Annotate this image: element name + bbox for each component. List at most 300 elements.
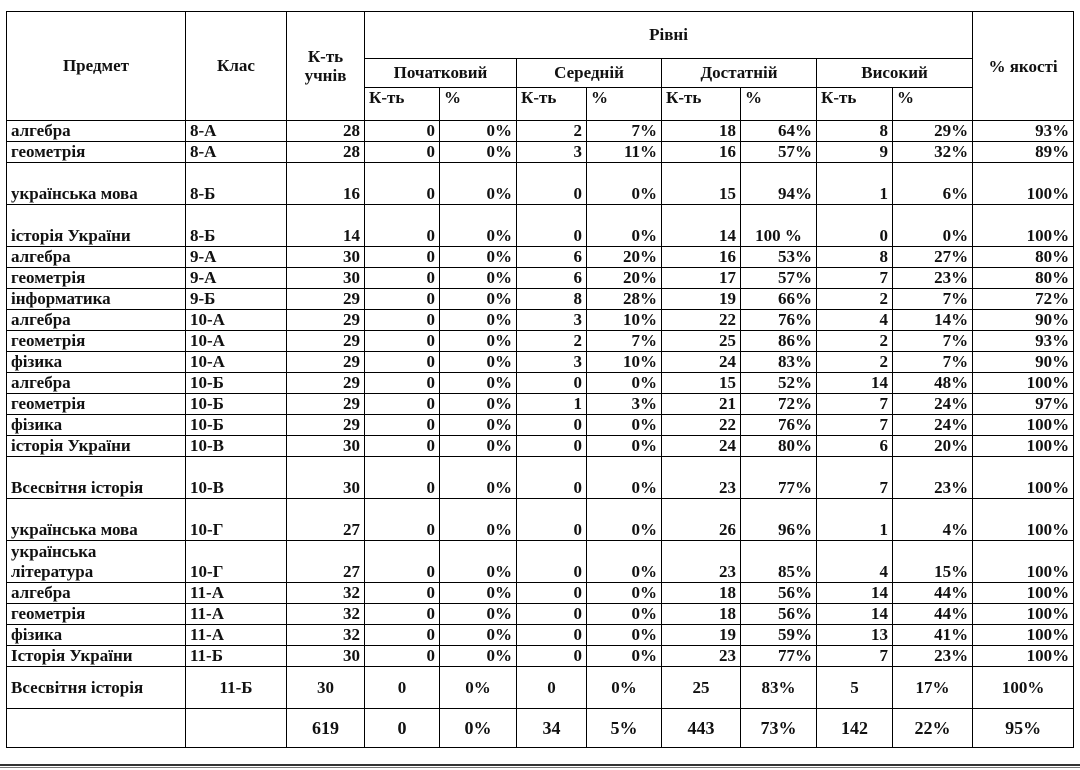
cell-initial-count: 0 (365, 121, 440, 142)
cell-initial-count: 0 (365, 604, 440, 625)
cell-medium-count: 0 (517, 499, 587, 541)
cell-medium-count: 2 (517, 121, 587, 142)
cell-initial-pct: 0% (440, 268, 517, 289)
cell-sufficient-count: 25 (662, 331, 741, 352)
cell-initial-count: 0 (365, 289, 440, 310)
cell-count: 29 (287, 310, 365, 331)
cell-medium-pct: 0% (587, 457, 662, 499)
cell-initial-count: 0 (365, 163, 440, 205)
cell-high-pct: 14% (893, 310, 973, 331)
cell-high-pct: 29% (893, 121, 973, 142)
cell-subject: фізика (7, 625, 186, 646)
table-row (7, 163, 1074, 205)
cell-count: 30 (287, 457, 365, 499)
table-body (7, 121, 1074, 709)
cell-class: 11-А (186, 604, 287, 625)
cell-initial-pct: 0% (440, 373, 517, 394)
totals-class (186, 709, 287, 748)
cell-initial-pct: 0% (440, 583, 517, 604)
cell-sufficient-count: 19 (662, 625, 741, 646)
cell-initial-count: 0 (365, 415, 440, 436)
cell-medium-count: 6 (517, 268, 587, 289)
cell-count: 29 (287, 331, 365, 352)
cell-medium-pct: 0% (587, 604, 662, 625)
cell-high-count: 1 (817, 163, 893, 205)
cell-sufficient-pct: 83% (741, 352, 817, 373)
cell-sufficient-pct: 72% (741, 394, 817, 415)
cell-class: 11-Б (186, 667, 287, 709)
cell-medium-count: 8 (517, 289, 587, 310)
cell-quality: 100% (973, 541, 1074, 583)
cell-sufficient-count: 15 (662, 163, 741, 205)
cell-initial-count: 0 (365, 499, 440, 541)
cell-medium-count: 6 (517, 247, 587, 268)
cell-quality: 100% (973, 499, 1074, 541)
header-level-sufficient: Достатній (662, 59, 817, 88)
cell-high-count: 1 (817, 499, 893, 541)
cell-initial-pct: 0% (440, 415, 517, 436)
cell-medium-pct: 10% (587, 310, 662, 331)
cell-subject: українська мова (7, 163, 186, 205)
cell-high-pct: 4% (893, 499, 973, 541)
cell-subject: інформатика (7, 289, 186, 310)
page-divider-thin (0, 767, 1080, 768)
cell-sufficient-count: 24 (662, 352, 741, 373)
cell-medium-pct: 7% (587, 121, 662, 142)
cell-sufficient-pct: 86% (741, 331, 817, 352)
cell-initial-count: 0 (365, 373, 440, 394)
cell-sufficient-count: 17 (662, 268, 741, 289)
cell-subject: Історія України (7, 646, 186, 667)
cell-medium-pct: 0% (587, 625, 662, 646)
header-sub-count: К-ть (517, 88, 587, 121)
header-quality: % якості (973, 12, 1074, 121)
cell-sufficient-pct: 83% (741, 667, 817, 709)
cell-medium-count: 0 (517, 415, 587, 436)
cell-quality: 100% (973, 646, 1074, 667)
cell-initial-count: 0 (365, 331, 440, 352)
cell-high-pct: 32% (893, 142, 973, 163)
cell-subject: геометрія (7, 142, 186, 163)
cell-class: 9-Б (186, 289, 287, 310)
cell-quality: 89% (973, 142, 1074, 163)
results-table-wrapper (6, 11, 1074, 748)
cell-sufficient-count: 16 (662, 247, 741, 268)
cell-sufficient-pct: 56% (741, 583, 817, 604)
cell-sufficient-count: 25 (662, 667, 741, 709)
cell-initial-count: 0 (365, 352, 440, 373)
cell-class: 8-Б (186, 163, 287, 205)
cell-quality: 100% (973, 457, 1074, 499)
cell-quality: 80% (973, 268, 1074, 289)
cell-subject: геометрія (7, 268, 186, 289)
cell-high-count: 6 (817, 436, 893, 457)
cell-high-count: 2 (817, 331, 893, 352)
totals-initial-count: 0 (365, 709, 440, 748)
cell-initial-pct: 0% (440, 163, 517, 205)
cell-count: 32 (287, 625, 365, 646)
cell-sufficient-count: 18 (662, 121, 741, 142)
header-sub-pct: % (587, 88, 662, 121)
page-divider (0, 764, 1080, 766)
cell-sufficient-count: 23 (662, 457, 741, 499)
cell-subject: фізика (7, 352, 186, 373)
cell-initial-pct: 0% (440, 499, 517, 541)
cell-medium-pct: 11% (587, 142, 662, 163)
cell-high-pct: 7% (893, 352, 973, 373)
table-row (7, 436, 1074, 457)
cell-high-count: 7 (817, 646, 893, 667)
cell-medium-count: 1 (517, 394, 587, 415)
totals-subject (7, 709, 186, 748)
cell-sufficient-pct: 76% (741, 310, 817, 331)
cell-initial-count: 0 (365, 436, 440, 457)
cell-subject: фізика (7, 415, 186, 436)
cell-high-count: 14 (817, 583, 893, 604)
cell-class: 10-В (186, 457, 287, 499)
cell-high-pct: 24% (893, 415, 973, 436)
cell-sufficient-pct: 66% (741, 289, 817, 310)
cell-initial-pct: 0% (440, 646, 517, 667)
cell-initial-pct: 0% (440, 310, 517, 331)
cell-high-count: 9 (817, 142, 893, 163)
cell-sufficient-pct: 80% (741, 436, 817, 457)
cell-quality: 100% (973, 604, 1074, 625)
cell-medium-pct: 0% (587, 436, 662, 457)
table-row (7, 205, 1074, 247)
cell-count: 28 (287, 142, 365, 163)
cell-initial-count: 0 (365, 583, 440, 604)
cell-initial-pct: 0% (440, 667, 517, 709)
table-row (7, 331, 1074, 352)
cell-initial-pct: 0% (440, 247, 517, 268)
cell-subject: українська мова (7, 499, 186, 541)
cell-medium-count: 0 (517, 163, 587, 205)
header-sub-count: К-ть (662, 88, 741, 121)
cell-high-count: 2 (817, 289, 893, 310)
cell-sufficient-count: 19 (662, 289, 741, 310)
cell-sufficient-pct: 56% (741, 604, 817, 625)
cell-medium-pct: 0% (587, 541, 662, 583)
table-header (7, 12, 1074, 121)
cell-high-count: 5 (817, 667, 893, 709)
cell-initial-pct: 0% (440, 394, 517, 415)
cell-subject: Всесвітня історія (7, 457, 186, 499)
cell-class: 10-Б (186, 373, 287, 394)
cell-high-count: 7 (817, 394, 893, 415)
cell-sufficient-count: 21 (662, 394, 741, 415)
cell-high-pct: 17% (893, 667, 973, 709)
cell-quality: 90% (973, 310, 1074, 331)
cell-sufficient-count: 16 (662, 142, 741, 163)
totals-sufficient-pct: 73% (741, 709, 817, 748)
header-class: Клас (186, 12, 287, 121)
table-row (7, 499, 1074, 541)
totals-quality: 95% (973, 709, 1074, 748)
cell-high-count: 7 (817, 415, 893, 436)
cell-initial-count: 0 (365, 268, 440, 289)
table-row (7, 583, 1074, 604)
table-row (7, 667, 1074, 709)
header-level-high: Високий (817, 59, 973, 88)
cell-sufficient-pct: 94% (741, 163, 817, 205)
table-row (7, 457, 1074, 499)
cell-quality: 93% (973, 331, 1074, 352)
table-row (7, 142, 1074, 163)
cell-count: 32 (287, 604, 365, 625)
cell-count: 29 (287, 394, 365, 415)
cell-subject: геометрія (7, 394, 186, 415)
table-row (7, 604, 1074, 625)
table-row (7, 247, 1074, 268)
cell-high-pct: 15% (893, 541, 973, 583)
cell-quality: 93% (973, 121, 1074, 142)
table-row (7, 373, 1074, 394)
cell-sufficient-pct: 64% (741, 121, 817, 142)
table-row (7, 289, 1074, 310)
cell-medium-count: 0 (517, 604, 587, 625)
cell-class: 9-А (186, 247, 287, 268)
cell-medium-count: 3 (517, 142, 587, 163)
cell-sufficient-pct: 76% (741, 415, 817, 436)
cell-count: 14 (287, 205, 365, 247)
cell-subject: алгебра (7, 583, 186, 604)
cell-sufficient-pct: 77% (741, 457, 817, 499)
cell-initial-count: 0 (365, 247, 440, 268)
cell-high-count: 14 (817, 604, 893, 625)
cell-medium-count: 3 (517, 310, 587, 331)
cell-sufficient-count: 23 (662, 646, 741, 667)
cell-medium-pct: 20% (587, 268, 662, 289)
cell-high-pct: 41% (893, 625, 973, 646)
cell-subject: Всесвітня історія (7, 667, 186, 709)
header-level-initial: Початковий (365, 59, 517, 88)
header-sub-pct: % (440, 88, 517, 121)
cell-medium-pct: 28% (587, 289, 662, 310)
cell-high-pct: 0% (893, 205, 973, 247)
cell-sufficient-pct: 57% (741, 142, 817, 163)
cell-high-pct: 44% (893, 583, 973, 604)
cell-class: 11-А (186, 583, 287, 604)
totals-high-count: 142 (817, 709, 893, 748)
cell-high-pct: 23% (893, 457, 973, 499)
cell-medium-pct: 0% (587, 415, 662, 436)
results-table (6, 11, 1074, 748)
cell-sufficient-pct: 59% (741, 625, 817, 646)
cell-subject: алгебра (7, 310, 186, 331)
cell-quality: 100% (973, 436, 1074, 457)
header-levels: Рівні (365, 12, 973, 59)
cell-high-pct: 7% (893, 289, 973, 310)
cell-subject: історія України (7, 436, 186, 457)
cell-high-pct: 7% (893, 331, 973, 352)
cell-initial-pct: 0% (440, 457, 517, 499)
cell-medium-count: 3 (517, 352, 587, 373)
table-row (7, 310, 1074, 331)
cell-subject: алгебра (7, 373, 186, 394)
cell-quality: 100% (973, 583, 1074, 604)
cell-sufficient-count: 18 (662, 604, 741, 625)
cell-quality: 100% (973, 625, 1074, 646)
cell-medium-pct: 0% (587, 667, 662, 709)
cell-sufficient-count: 18 (662, 583, 741, 604)
cell-medium-pct: 20% (587, 247, 662, 268)
table-row (7, 625, 1074, 646)
cell-sufficient-pct: 52% (741, 373, 817, 394)
header-level-medium: Середній (517, 59, 662, 88)
cell-quality: 90% (973, 352, 1074, 373)
cell-count: 30 (287, 247, 365, 268)
cell-medium-pct: 10% (587, 352, 662, 373)
totals-high-pct: 22% (893, 709, 973, 748)
cell-sufficient-count: 15 (662, 373, 741, 394)
table-row (7, 541, 1074, 583)
cell-count: 30 (287, 646, 365, 667)
cell-high-pct: 24% (893, 394, 973, 415)
cell-high-pct: 23% (893, 646, 973, 667)
cell-quality: 100% (973, 163, 1074, 205)
cell-count: 29 (287, 352, 365, 373)
cell-medium-pct: 0% (587, 163, 662, 205)
table-row (7, 352, 1074, 373)
cell-class: 10-В (186, 436, 287, 457)
cell-medium-count: 0 (517, 541, 587, 583)
cell-initial-pct: 0% (440, 352, 517, 373)
cell-medium-count: 0 (517, 625, 587, 646)
cell-initial-count: 0 (365, 142, 440, 163)
cell-class: 10-Б (186, 394, 287, 415)
cell-medium-pct: 7% (587, 331, 662, 352)
cell-initial-count: 0 (365, 541, 440, 583)
header-sub-pct: % (893, 88, 973, 121)
header-sub-count: К-ть (817, 88, 893, 121)
cell-class: 10-Г (186, 499, 287, 541)
cell-high-count: 13 (817, 625, 893, 646)
cell-initial-pct: 0% (440, 289, 517, 310)
cell-medium-pct: 0% (587, 646, 662, 667)
cell-quality: 97% (973, 394, 1074, 415)
cell-sufficient-count: 23 (662, 541, 741, 583)
cell-class: 10-А (186, 331, 287, 352)
cell-medium-count: 0 (517, 205, 587, 247)
cell-initial-count: 0 (365, 310, 440, 331)
cell-high-count: 7 (817, 457, 893, 499)
cell-sufficient-count: 14 (662, 205, 741, 247)
header-count: К-ть учнів (287, 12, 365, 121)
cell-sufficient-pct: 53% (741, 247, 817, 268)
cell-subject: геометрія (7, 331, 186, 352)
cell-high-count: 8 (817, 121, 893, 142)
cell-high-count: 2 (817, 352, 893, 373)
table-row (7, 268, 1074, 289)
cell-count: 29 (287, 415, 365, 436)
cell-high-count: 14 (817, 373, 893, 394)
cell-sufficient-pct: 85% (741, 541, 817, 583)
cell-subject: алгебра (7, 121, 186, 142)
cell-high-pct: 27% (893, 247, 973, 268)
cell-medium-pct: 0% (587, 205, 662, 247)
cell-quality: 100% (973, 205, 1074, 247)
cell-high-pct: 23% (893, 268, 973, 289)
cell-count: 30 (287, 268, 365, 289)
totals-row (7, 709, 1074, 748)
cell-initial-count: 0 (365, 667, 440, 709)
cell-count: 29 (287, 373, 365, 394)
cell-count: 28 (287, 121, 365, 142)
table-row (7, 121, 1074, 142)
cell-high-pct: 48% (893, 373, 973, 394)
cell-initial-pct: 0% (440, 625, 517, 646)
cell-medium-count: 2 (517, 331, 587, 352)
cell-quality: 100% (973, 415, 1074, 436)
cell-initial-pct: 0% (440, 142, 517, 163)
cell-high-pct: 20% (893, 436, 973, 457)
cell-class: 10-А (186, 310, 287, 331)
cell-count: 30 (287, 436, 365, 457)
cell-subject: історія України (7, 205, 186, 247)
table-row (7, 415, 1074, 436)
cell-high-count: 8 (817, 247, 893, 268)
cell-medium-count: 0 (517, 583, 587, 604)
cell-count: 16 (287, 163, 365, 205)
cell-initial-count: 0 (365, 394, 440, 415)
cell-sufficient-pct: 100 % (741, 205, 817, 247)
cell-initial-count: 0 (365, 625, 440, 646)
cell-high-count: 7 (817, 268, 893, 289)
cell-high-pct: 44% (893, 604, 973, 625)
cell-quality: 100% (973, 373, 1074, 394)
header-sub-pct: % (741, 88, 817, 121)
cell-class: 8-А (186, 142, 287, 163)
cell-quality: 100% (973, 667, 1074, 709)
cell-medium-count: 0 (517, 457, 587, 499)
totals-sufficient-count: 443 (662, 709, 741, 748)
cell-initial-count: 0 (365, 646, 440, 667)
cell-subject: алгебра (7, 247, 186, 268)
cell-count: 30 (287, 667, 365, 709)
cell-initial-pct: 0% (440, 436, 517, 457)
header-sub-count: К-ть (365, 88, 440, 121)
cell-high-count: 0 (817, 205, 893, 247)
cell-initial-pct: 0% (440, 541, 517, 583)
cell-subject: геометрія (7, 604, 186, 625)
cell-sufficient-count: 22 (662, 310, 741, 331)
cell-quality: 72% (973, 289, 1074, 310)
header-subject: Предмет (7, 12, 186, 121)
cell-medium-count: 0 (517, 667, 587, 709)
cell-sufficient-pct: 96% (741, 499, 817, 541)
table-row (7, 646, 1074, 667)
cell-count: 27 (287, 499, 365, 541)
cell-medium-pct: 3% (587, 394, 662, 415)
cell-medium-count: 0 (517, 373, 587, 394)
cell-sufficient-count: 26 (662, 499, 741, 541)
totals-count: 619 (287, 709, 365, 748)
cell-medium-count: 0 (517, 646, 587, 667)
cell-quality: 80% (973, 247, 1074, 268)
cell-medium-count: 0 (517, 436, 587, 457)
cell-high-count: 4 (817, 310, 893, 331)
cell-medium-pct: 0% (587, 373, 662, 394)
cell-medium-pct: 0% (587, 499, 662, 541)
cell-initial-pct: 0% (440, 604, 517, 625)
cell-class: 11-А (186, 625, 287, 646)
cell-count: 32 (287, 583, 365, 604)
cell-initial-pct: 0% (440, 331, 517, 352)
cell-class: 8-Б (186, 205, 287, 247)
cell-sufficient-count: 24 (662, 436, 741, 457)
cell-sufficient-pct: 57% (741, 268, 817, 289)
